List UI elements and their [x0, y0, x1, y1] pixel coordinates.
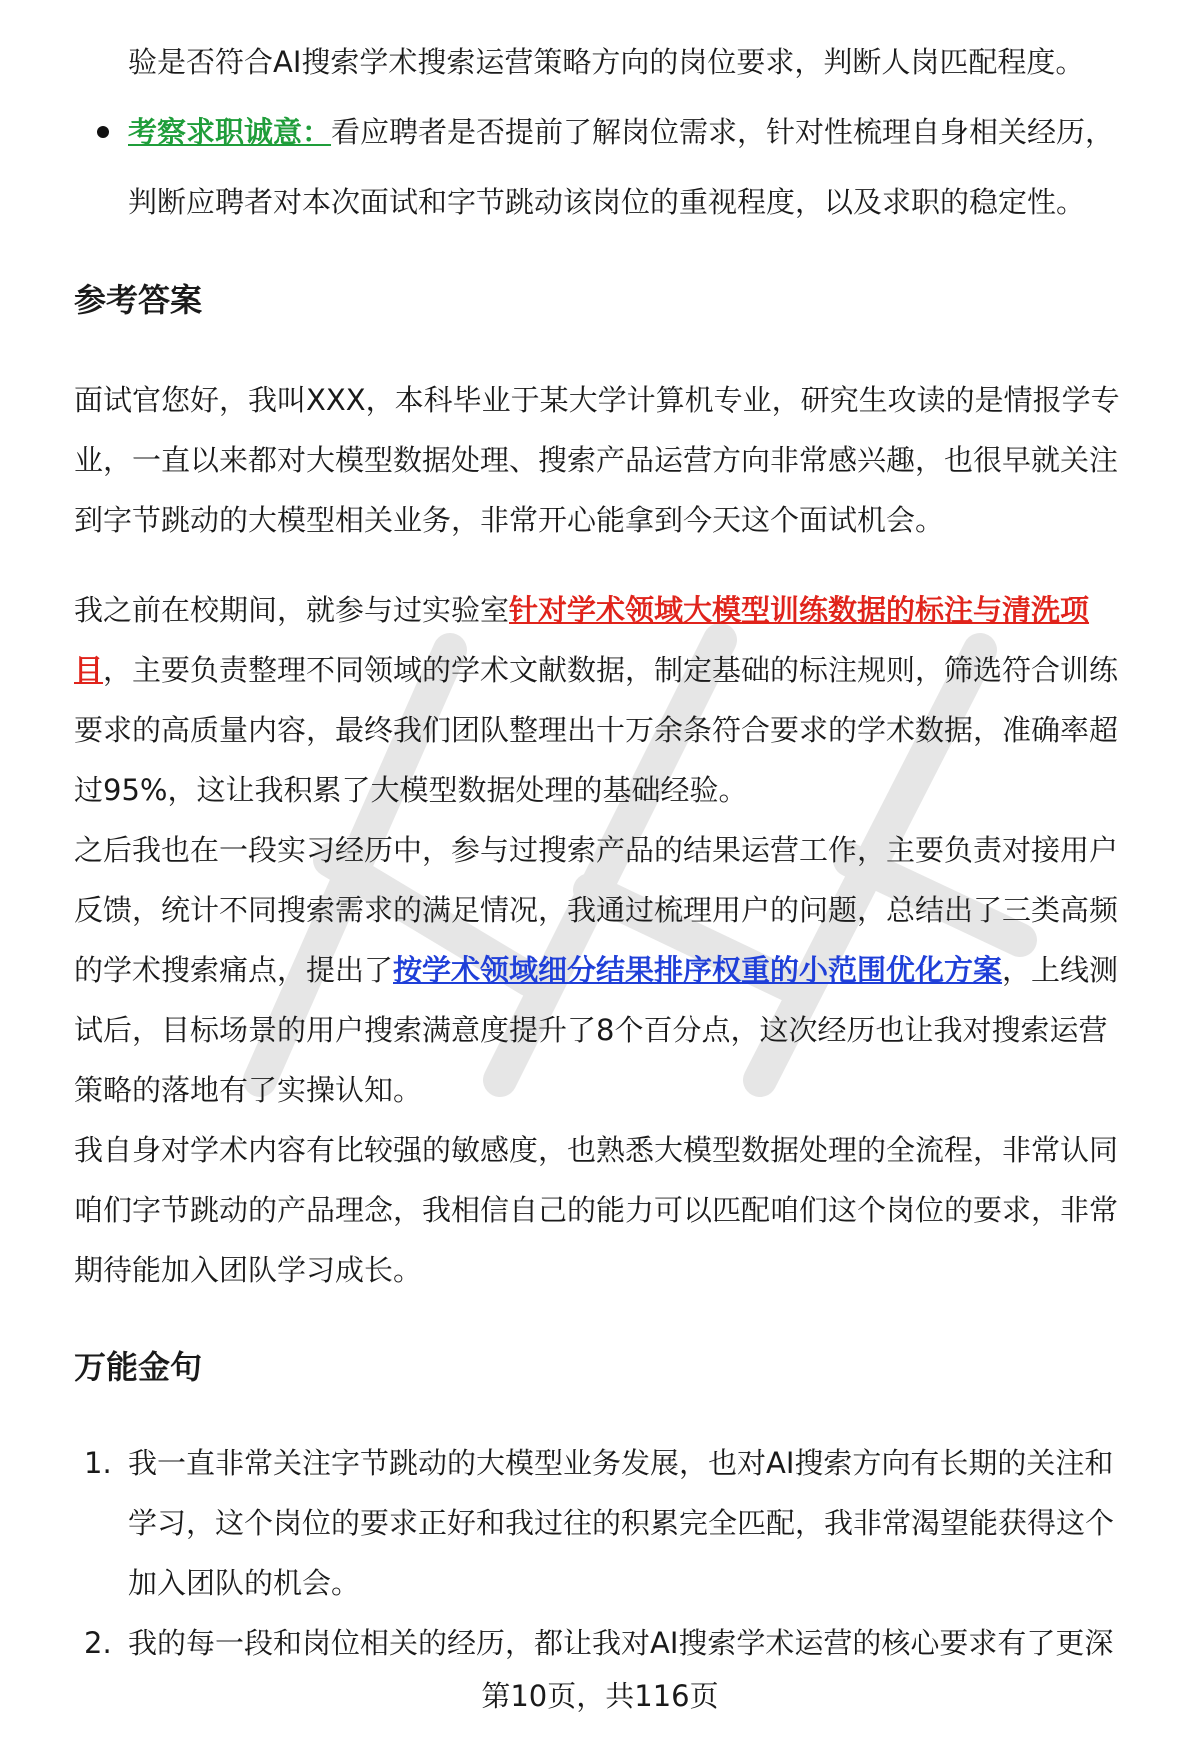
project-highlight-end: 目 [74, 653, 104, 687]
p2-rest: ，主要负责整理不同领域的学术文献数据，制定基础的标注规则，筛选符合训练 [103, 653, 1119, 687]
golden-heading: 万能金句 [74, 1348, 203, 1386]
project-highlight: 针对学术领域大模型训练数据的标注与清洗项 [509, 593, 1090, 627]
bullet-text: 看应聘者是否提前了解岗位需求，针对性梳理自身相关经历， [331, 115, 1115, 149]
bullet-dot-icon [97, 126, 109, 138]
intro-line: 验是否符合AI搜索学术搜索运营策略方向的岗位要求，判断人岗匹配程度。 [128, 45, 1085, 79]
bullet-title: 考察求职诚意： [128, 115, 332, 149]
list-number: 2. [84, 1626, 112, 1660]
list-item-line: 我一直非常关注字节跳动的大模型业务发展，也对AI搜索方向有长期的关注和 [128, 1446, 1114, 1480]
answer-paragraph-line: 到字节跳动的大模型相关业务，非常开心能拿到今天这个面试机会。 [74, 503, 945, 537]
plan-highlight: 按学术领域细分结果排序权重的小范围优化方案 [393, 953, 1003, 987]
answer-paragraph-line: 过95%，这让我积累了大模型数据处理的基础经验。 [74, 773, 748, 807]
answer-paragraph-line: 业，一直以来都对大模型数据处理、搜索产品运营方向非常感兴趣，也很早就关注 [74, 443, 1119, 477]
answer-paragraph-line [74, 590, 1089, 630]
list-item-line: 我的每一段和岗位相关的经历，都让我对AI搜索学术运营的核心要求有了更深 [128, 1626, 1114, 1660]
answer-paragraph-line: 策略的落地有了实操认知。 [74, 1073, 423, 1107]
list-number: 1. [84, 1446, 112, 1480]
answer-paragraph-line: 要求的高质量内容，最终我们团队整理出十万余条符合要求的学术数据，准确率超 [74, 713, 1119, 747]
answer-paragraph-line: 反馈，统计不同搜索需求的满足情况，我通过梳理用户的问题，总结出了三类高频 [74, 893, 1119, 927]
list-item-line: 加入团队的机会。 [128, 1566, 361, 1600]
p3-prefix: 的学术搜索痛点，提出了 [74, 953, 394, 987]
bullet-text-line: 判断应聘者对本次面试和字节跳动该岗位的重视程度，以及求职的稳定性。 [128, 185, 1086, 219]
p3-suffix: ，上线测 [1002, 953, 1119, 987]
answer-paragraph-line [74, 650, 1118, 690]
answer-paragraph-line: 咱们字节跳动的产品理念，我相信自己的能力可以匹配咱们这个岗位的要求，非常 [74, 1193, 1119, 1227]
answer-paragraph-line: 面试官您好，我叫XXX，本科毕业于某大学计算机专业，研究生攻读的是情报学专 [74, 383, 1120, 417]
answer-paragraph-line: 试后，目标场景的用户搜索满意度提升了8个百分点，这次经历也让我对搜索运营 [74, 1013, 1108, 1047]
answer-paragraph-line [74, 950, 1118, 990]
p2-prefix: 我之前在校期间，就参与过实验室 [74, 593, 510, 627]
answer-paragraph-line: 期待能加入团队学习成长。 [74, 1253, 423, 1287]
bullet-sincerity [128, 112, 1114, 152]
page-footer: 第10页，共116页 [481, 1679, 719, 1713]
answer-heading: 参考答案 [74, 281, 203, 319]
answer-paragraph-line: 之后我也在一段实习经历中，参与过搜索产品的结果运营工作，主要负责对接用户 [74, 833, 1119, 867]
list-item-line: 学习，这个岗位的要求正好和我过往的积累完全匹配，我非常渴望能获得这个 [128, 1506, 1115, 1540]
answer-paragraph-line: 我自身对学术内容有比较强的敏感度，也熟悉大模型数据处理的全流程，非常认同 [74, 1133, 1119, 1167]
